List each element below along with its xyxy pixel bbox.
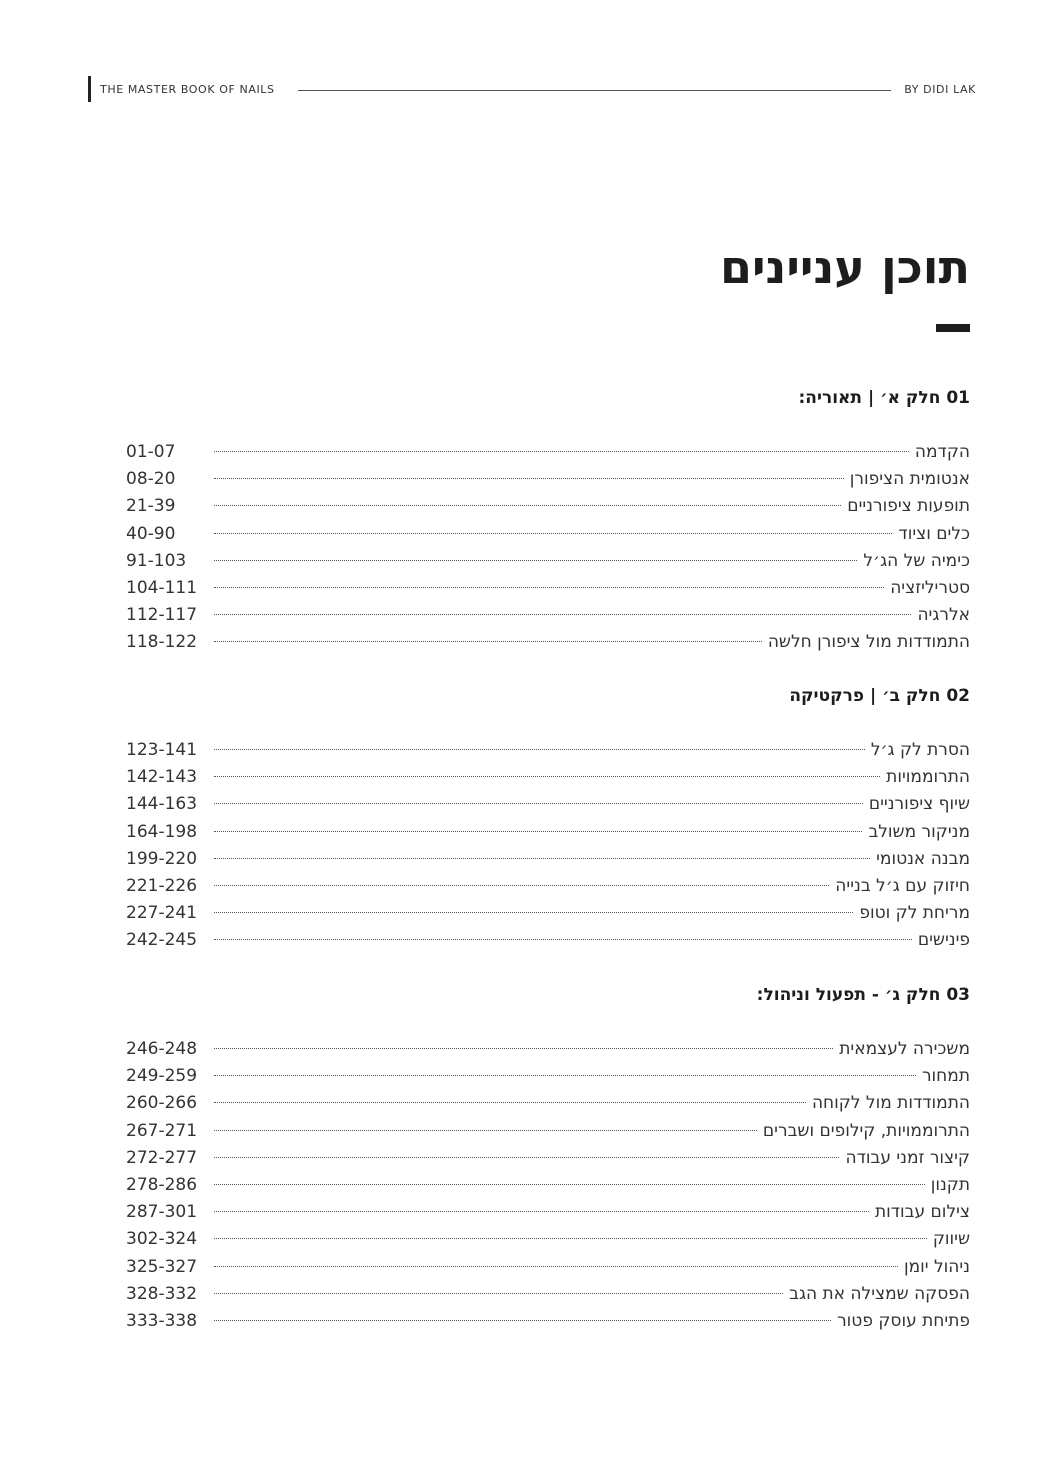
dot-leader <box>214 1320 831 1321</box>
entry-pages: 40-90 <box>126 523 176 544</box>
entry-pages: 01-07 <box>126 442 176 462</box>
entry-pages: 112-117 <box>126 605 198 626</box>
dot-leader <box>214 587 884 588</box>
entry-pages: 123-141 <box>126 740 198 760</box>
dot-leader <box>214 505 841 506</box>
dot-leader <box>214 641 762 642</box>
title-underline <box>936 324 970 332</box>
toc-entry[interactable] <box>126 1311 970 1338</box>
entry-title: אלרגיה <box>917 605 970 626</box>
dot-leader <box>214 451 909 452</box>
entry-pages: 267-271 <box>126 1120 198 1141</box>
dot-leader <box>214 1075 916 1076</box>
toc-list <box>126 1039 970 1338</box>
toc-entry[interactable] <box>126 740 970 767</box>
toc-entry[interactable] <box>126 1229 970 1256</box>
entry-title: משכירה לעצמאית <box>839 1039 970 1059</box>
dot-leader <box>214 803 863 804</box>
header-rule <box>298 90 891 91</box>
dot-leader <box>214 560 857 561</box>
section-heading: 03 חלק ג׳ - תפעול וניהול: <box>756 985 970 1005</box>
entry-title: פינישים <box>917 930 970 951</box>
entry-title: קיצור זמני עבודה <box>845 1147 970 1168</box>
toc-entry[interactable] <box>126 1175 970 1202</box>
toc-list <box>126 442 970 660</box>
dot-leader <box>214 1211 869 1212</box>
entry-title: הפסקה שמצילה את הגב <box>789 1283 970 1304</box>
entry-pages: 21-39 <box>126 496 176 517</box>
entry-title: שיוף ציפורניים <box>868 794 970 815</box>
entry-title: תקנון <box>930 1174 970 1195</box>
toc-entry[interactable] <box>126 1284 970 1311</box>
entry-pages: 249-259 <box>126 1066 198 1087</box>
header-marker-bar <box>88 76 91 102</box>
dot-leader <box>214 614 911 615</box>
entry-title: התרוממויות, קילופים ושברים <box>762 1120 970 1141</box>
dot-leader <box>214 1238 927 1239</box>
toc-entry[interactable] <box>126 1148 970 1175</box>
entry-title: פתיחת עוסק פטור <box>837 1310 970 1331</box>
toc-entry[interactable] <box>126 903 970 930</box>
toc-section-3 <box>126 985 970 1338</box>
entry-pages: 242-245 <box>126 930 198 951</box>
entry-title: מבנה אנטומי <box>876 848 970 869</box>
entry-pages: 333-338 <box>126 1310 198 1331</box>
entry-title: תופעות ציפורניים <box>847 496 970 517</box>
entry-pages: 08-20 <box>126 469 176 490</box>
dot-leader <box>214 1048 833 1049</box>
entry-title: הקדמה <box>914 442 970 462</box>
entry-pages: 221-226 <box>126 875 198 896</box>
toc-entry[interactable] <box>126 496 970 523</box>
entry-title: כלים וציוד <box>898 523 970 544</box>
entry-pages: 272-277 <box>126 1147 198 1168</box>
toc-entry[interactable] <box>126 767 970 794</box>
entry-pages: 199-220 <box>126 848 198 869</box>
toc-entry[interactable] <box>126 632 970 659</box>
toc-list <box>126 740 970 958</box>
toc-entry[interactable] <box>126 794 970 821</box>
author-credit: BY DIDI LAK <box>904 83 976 96</box>
entry-title: הסרת לק ג׳ל <box>870 740 970 760</box>
toc-entry[interactable] <box>126 442 970 469</box>
entry-title: כימיה של הג׳ל <box>863 550 970 571</box>
entry-pages: 278-286 <box>126 1174 198 1195</box>
entry-pages: 227-241 <box>126 903 198 924</box>
entry-pages: 142-143 <box>126 767 198 788</box>
toc-section-2 <box>126 686 970 958</box>
section-heading: 01 חלק א׳ | תאוריה: <box>798 388 970 408</box>
entry-title: מריחת לק וטופ <box>859 903 970 924</box>
toc-entry[interactable] <box>126 551 970 578</box>
dot-leader <box>214 749 865 750</box>
entry-pages: 246-248 <box>126 1039 198 1059</box>
entry-title: התמודדות מול לקוחה <box>811 1093 970 1114</box>
entry-title: אנטומית הציפורן <box>849 469 970 490</box>
entry-title: מניקור משולב <box>868 821 970 842</box>
entry-pages: 144-163 <box>126 794 198 815</box>
toc-entry[interactable] <box>126 876 970 903</box>
toc-entry[interactable] <box>126 469 970 496</box>
entry-title: צילום עבודות <box>874 1202 970 1223</box>
entry-title: חיזוק עם ג׳ל בנייה <box>835 875 970 896</box>
dot-leader <box>214 1184 925 1185</box>
entry-pages: 302-324 <box>126 1229 198 1250</box>
toc-entry[interactable] <box>126 930 970 957</box>
dot-leader <box>214 1293 783 1294</box>
dot-leader <box>214 885 829 886</box>
page-header <box>88 76 976 102</box>
dot-leader <box>214 1130 757 1131</box>
toc-entry[interactable] <box>126 605 970 632</box>
dot-leader <box>214 858 870 859</box>
book-title: THE MASTER BOOK OF NAILS <box>100 83 275 96</box>
entry-pages: 287-301 <box>126 1202 198 1223</box>
toc-entry[interactable] <box>126 849 970 876</box>
dot-leader <box>214 478 844 479</box>
entry-title: ניהול יומן <box>903 1256 970 1277</box>
entry-pages: 118-122 <box>126 632 198 653</box>
entry-pages: 325-327 <box>126 1256 198 1277</box>
entry-title: שיווק <box>932 1229 970 1250</box>
entry-pages: 164-198 <box>126 821 198 842</box>
toc-entry[interactable] <box>126 578 970 605</box>
dot-leader <box>214 939 912 940</box>
toc-entry[interactable] <box>126 1121 970 1148</box>
dot-leader <box>214 912 853 913</box>
toc-entry[interactable] <box>126 1039 970 1066</box>
entry-title: התרוממויות <box>886 767 970 788</box>
entry-title: סטריליזציה <box>890 577 970 598</box>
toc-entry[interactable] <box>126 1093 970 1120</box>
section-heading: 02 חלק ב׳ | פרקטיקה <box>789 686 970 706</box>
dot-leader <box>214 533 892 534</box>
entry-pages: 91-103 <box>126 550 187 571</box>
dot-leader <box>214 1266 898 1267</box>
dot-leader <box>214 1102 806 1103</box>
entry-pages: 328-332 <box>126 1283 198 1304</box>
entry-title: תמחור <box>921 1066 970 1087</box>
entry-title: התמודדות מול ציפורן חלשה <box>767 632 970 653</box>
dot-leader <box>214 776 880 777</box>
toc-entry[interactable] <box>126 822 970 849</box>
toc-entry[interactable] <box>126 1257 970 1284</box>
toc-entry[interactable] <box>126 524 970 551</box>
toc-section-1 <box>126 388 970 660</box>
toc-entry[interactable] <box>126 1066 970 1093</box>
dot-leader <box>214 831 862 832</box>
entry-pages: 260-266 <box>126 1093 198 1114</box>
toc-entry[interactable] <box>126 1202 970 1229</box>
entry-pages: 104-111 <box>126 577 198 598</box>
page-title: תוכן עניינים <box>719 240 970 294</box>
dot-leader <box>214 1157 839 1158</box>
